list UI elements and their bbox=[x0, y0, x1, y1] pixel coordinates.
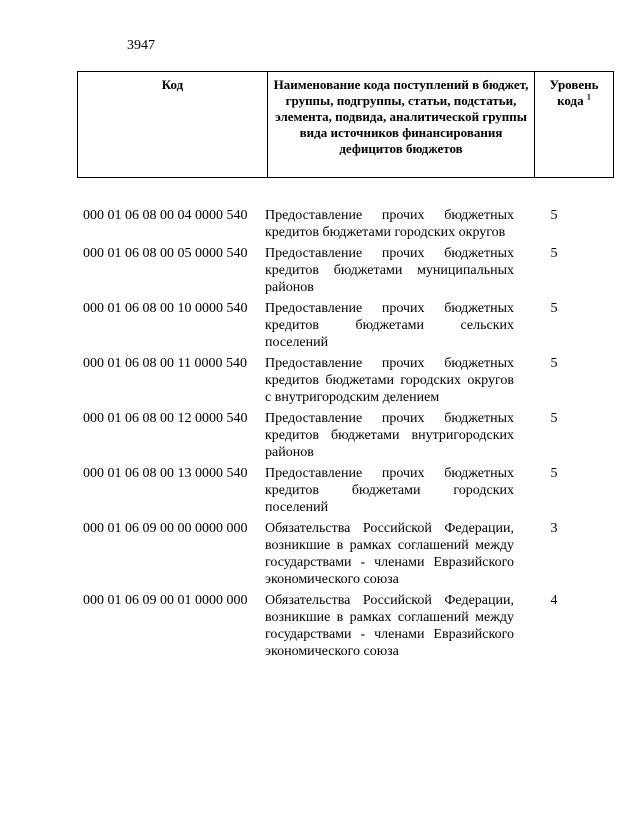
table-row bbox=[77, 300, 596, 351]
row-code: 000 01 06 08 00 04 0000 540 bbox=[83, 208, 248, 223]
table-row bbox=[77, 465, 596, 516]
row-level: 5 bbox=[550, 246, 558, 261]
row-code: 000 01 06 08 00 13 0000 540 bbox=[83, 466, 248, 481]
header-level-footnote: 1 bbox=[586, 92, 591, 102]
row-name: Предоставление прочих бюджетных кредитов бюджетами внутригородских районов bbox=[265, 411, 514, 460]
row-name: Предоставление прочих бюджетных кредитов бюджетами городских округов bbox=[265, 208, 514, 240]
header-row bbox=[78, 72, 614, 178]
table-row bbox=[77, 207, 596, 241]
row-name: Предоставление прочих бюджетных кредитов бюджетами муниципальных районов bbox=[265, 246, 514, 295]
row-level: 5 bbox=[550, 411, 558, 426]
row-name: Обязательства Российской Федерации, возникшие в рамках соглашений между государствами - членами Евразийского экономического союза bbox=[265, 521, 514, 587]
row-name: Предоставление прочих бюджетных кредитов бюджетами городских поселений bbox=[265, 466, 514, 515]
header-level-text: Уровень кода bbox=[549, 77, 599, 108]
table-row bbox=[77, 355, 596, 406]
row-level: 5 bbox=[550, 466, 558, 481]
table-row bbox=[77, 410, 596, 461]
row-level: 3 bbox=[550, 521, 558, 536]
row-level: 5 bbox=[550, 208, 558, 223]
row-code: 000 01 06 08 00 10 0000 540 bbox=[83, 301, 248, 316]
row-level: 5 bbox=[550, 301, 558, 316]
row-level: 4 bbox=[550, 593, 558, 608]
row-name: Предоставление прочих бюджетных кредитов бюджетами городских округов с внутригородским делением bbox=[265, 356, 514, 405]
row-name: Обязательства Российской Федерации, возникшие в рамках соглашений между государствами - членами Евразийского экономического союза bbox=[265, 593, 514, 659]
table-row bbox=[77, 592, 596, 660]
table-row bbox=[77, 520, 596, 588]
row-code: 000 01 06 08 00 05 0000 540 bbox=[83, 246, 248, 261]
row-code: 000 01 06 09 00 00 0000 000 bbox=[83, 521, 248, 536]
row-code: 000 01 06 08 00 11 0000 540 bbox=[83, 356, 247, 371]
table-header bbox=[77, 71, 614, 178]
page-number: 3947 bbox=[127, 38, 155, 53]
row-code: 000 01 06 09 00 01 0000 000 bbox=[83, 593, 248, 608]
row-name: Предоставление прочих бюджетных кредитов бюджетами сельских поселений bbox=[265, 301, 514, 350]
row-level: 5 bbox=[550, 356, 558, 371]
header-name: Наименование кода поступлений в бюджет, группы, подгруппы, статьи, подстатьи, элемента, подвида, аналитической группы вида источников финансирования дефицитов бюджетов bbox=[268, 72, 535, 178]
header-level bbox=[535, 72, 614, 178]
table-body bbox=[77, 207, 596, 664]
row-code: 000 01 06 08 00 12 0000 540 bbox=[83, 411, 248, 426]
table-row bbox=[77, 245, 596, 296]
header-code: Код bbox=[78, 72, 268, 178]
